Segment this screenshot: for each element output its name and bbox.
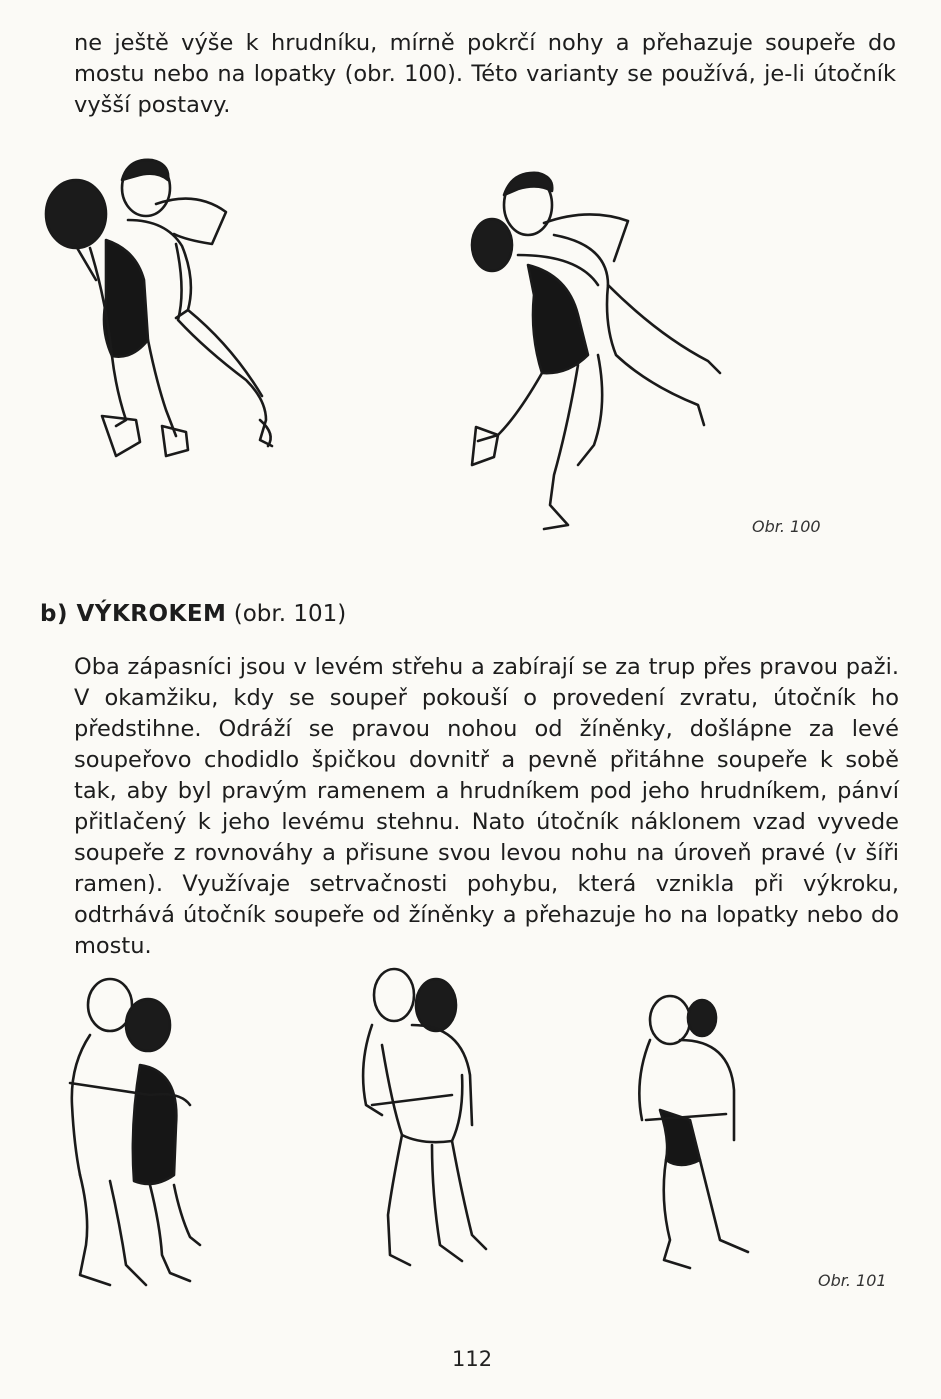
section-heading xyxy=(40,598,346,630)
section-heading-label: b) VÝKROKEM xyxy=(40,601,227,627)
figure-101-illustration-3 xyxy=(630,990,780,1290)
figure-101-caption: Obr. 101 xyxy=(818,1271,887,1290)
page-number: 112 xyxy=(452,1347,493,1371)
section-heading-reference: (obr. 101) xyxy=(233,601,347,627)
figure-100-caption: Obr. 100 xyxy=(752,517,821,536)
figure-101-illustration-1 xyxy=(50,975,220,1305)
figure-100-right-illustration xyxy=(458,165,738,540)
figure-100-left-illustration xyxy=(36,150,296,490)
figure-101-illustration-2 xyxy=(352,965,512,1285)
paragraph-description: Oba zápasníci jsou v levém střehu a zabírají se za trup přes pravou paži. V okamžiku, kdy se soupeř pokouší o provedení zvratu, útočník ho předstihne. Odráží se pravou nohou od žíněnky, došlápne za levé soupeřovo chodidlo špičkou dovnitř a pevně přitáhne soupeře k sobě tak, aby byl pravým ramenem a hrudníkem pod jeho hrudníkem, pánví přitlačený k jeho levému stehnu. Nato útočník náklonem vzad vyvede soupeře z rovnováhy a přisune svou levou nohu na úroveň pravé (v šíři ramen). Využívaje setrvačnosti pohybu, která vznikla při výkroku, odtrhává útočník soupeře od žíněnky a přehazuje ho na lopatky nebo do mostu. xyxy=(74,654,899,959)
paragraph-continuation: ne ještě výše k hrudníku, mírně pokrčí nohy a přehazuje soupeře do mostu nebo na lopatky (obr. 100). Této varianty se používá, je-li útočník vyšší postavy. xyxy=(74,30,896,118)
